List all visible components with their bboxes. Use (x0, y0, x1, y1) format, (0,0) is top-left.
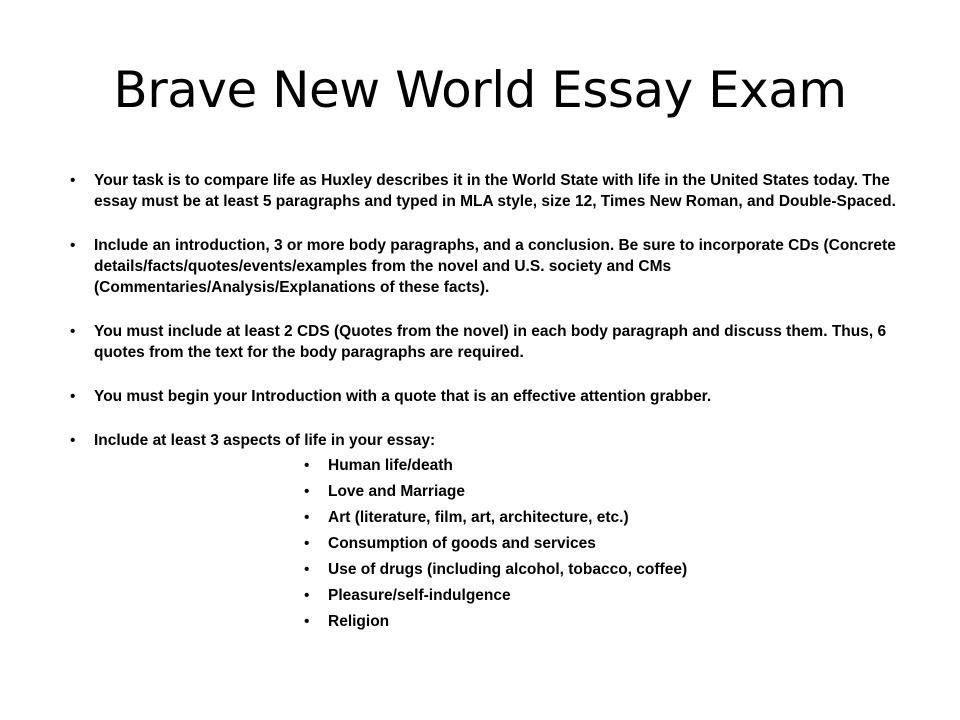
bullet-icon: • (70, 388, 76, 405)
aspect-text: Art (literature, film, art, architecture, etc.) (328, 509, 629, 526)
bullet-icon: • (70, 432, 76, 449)
aspect-item (304, 585, 910, 606)
instruction-text: Include an introduction, 3 or more body paragraphs, and a conclusion. Be sure to incorporate CDs (Concrete details/facts/quotes/events/examples from the novel and U.S. society and CMs (Commentaries/Analysis/Explanations of these facts). (94, 237, 896, 296)
bullet-icon: • (70, 172, 76, 189)
aspect-list (94, 455, 910, 632)
aspect-text: Religion (328, 613, 390, 630)
instruction-item (70, 386, 910, 407)
aspect-item (304, 481, 910, 502)
bullet-icon: • (304, 613, 310, 630)
aspect-text: Human life/death (328, 457, 453, 474)
bullet-icon: • (304, 535, 310, 552)
instruction-text: You must begin your Introduction with a quote that is an effective attention grabber. (94, 388, 712, 405)
aspect-item (304, 455, 910, 476)
bullet-icon: • (304, 483, 310, 500)
bullet-icon: • (70, 237, 76, 254)
instruction-text: Your task is to compare life as Huxley describes it in the World State with life in the United States today. The essay must be at least 5 paragraphs and typed in MLA style, size 12, Times New Roman, and Double-Spaced. (94, 172, 896, 210)
instruction-item (70, 170, 910, 212)
aspect-item (304, 533, 910, 554)
aspect-text: Love and Marriage (328, 483, 465, 500)
instruction-text: Include at least 3 aspects of life in your essay: (94, 432, 436, 449)
aspect-text: Pleasure/self-indulgence (328, 587, 511, 604)
instruction-list (70, 170, 910, 632)
bullet-icon: • (304, 587, 310, 604)
instruction-text: You must include at least 2 CDS (Quotes from the novel) in each body paragraph and discuss them. Thus, 6 quotes from the text for the body paragraphs are required. (94, 323, 887, 361)
aspect-text: Consumption of goods and services (328, 535, 596, 552)
aspect-item (304, 559, 910, 580)
slide-body (70, 170, 910, 655)
slide-title: Brave New World Essay Exam (113, 61, 847, 119)
bullet-icon: • (70, 323, 76, 340)
bullet-icon: • (304, 509, 310, 526)
instruction-item (70, 321, 910, 363)
aspect-item (304, 611, 910, 632)
bullet-icon: • (304, 561, 310, 578)
instruction-item (70, 430, 910, 632)
bullet-icon: • (304, 457, 310, 474)
aspect-item (304, 507, 910, 528)
aspect-text: Use of drugs (including alcohol, tobacco, coffee) (328, 561, 688, 578)
instruction-item (70, 235, 910, 298)
